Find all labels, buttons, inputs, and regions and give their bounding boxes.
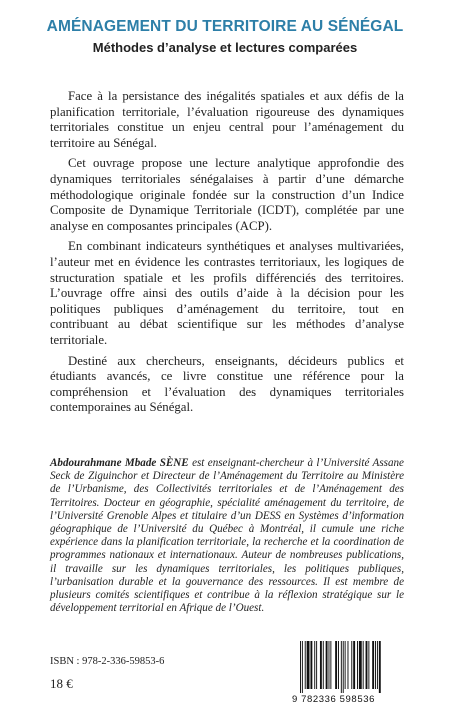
summary-paragraph: Face à la persistance des inégalités spatiales et aux défis de la planification territoriale, l’évaluation rigoureuse des dynamiques territoriales constitue un enjeu central pour l’aménagement du territoire au Sénégal. bbox=[50, 89, 404, 150]
barcode-bar bbox=[379, 641, 381, 693]
barcode-bar bbox=[351, 641, 352, 689]
barcode-bar bbox=[372, 641, 374, 689]
author-bio-text: est enseignant-chercheur à l’Université Assane Seck de Ziguinchor et Directeur de l’Aménagement du Territoire au Ministère de l’Urbanisme, des Collectivités territoriales et de l’Aménagement des Territoires. Docteur en géographie, spécialité aménagement du territoire, de l’Université Grenoble Alpes et titulaire d’un DESS en Systèmes d’information géographique de l’Université du Québec à Montréal, il cumule une riche expérience dans la planification territoriale, la recherche et la coordination de programmes nationaux et internationaux. Auteur de nombreuses publications, il travaille sur les dynamiques territoriales, les politiques publiques, l’urbanisation durable et la gouvernance des ressources. Il est membre de plusieurs comités scientifiques et contribue à la réflexion stratégique sur le développement territorial en Afrique de l’Ouest. bbox=[50, 457, 404, 615]
barcode-image bbox=[298, 641, 410, 693]
barcode-number: 9 782336 598536 bbox=[292, 694, 375, 705]
barcode-bar bbox=[357, 641, 358, 689]
barcode-bar bbox=[338, 641, 339, 689]
barcode-bar bbox=[310, 641, 312, 689]
summary-paragraph: Destiné aux chercheurs, enseignants, décideurs publics et étudiants avancés, ce livre constitue une référence pour la compréhension et l’évaluation des dynamiques territoriales contemporaines au Sénégal. bbox=[50, 353, 404, 415]
barcode-bar bbox=[320, 641, 322, 689]
book-subtitle: Méthodes d’analyse et lectures comparées bbox=[92, 40, 358, 55]
barcode-bar bbox=[335, 641, 337, 689]
barcode-bar bbox=[348, 641, 349, 689]
isbn-label: ISBN : 978-2-336-59853-6 bbox=[50, 656, 165, 667]
barcode-bar bbox=[345, 641, 346, 689]
barcode-bar bbox=[343, 641, 344, 693]
price-label: 18 € bbox=[50, 676, 73, 691]
barcode-bar bbox=[368, 641, 369, 689]
barcode-bar bbox=[305, 641, 306, 689]
barcode-bar bbox=[314, 641, 315, 689]
summary-paragraph: Cet ouvrage propose une lecture analytique approfondie des dynamiques territoriales sénégalaises à partir d’une démarche méthodologique originale fondée sur la construction d’un Indice Composite de Dynamique Territoriale (ICDT), complétée par une analyse en composantes principales (ACP). bbox=[50, 156, 404, 233]
barcode-bar bbox=[302, 641, 303, 693]
barcode-bar bbox=[316, 641, 317, 689]
barcode-bar bbox=[326, 641, 328, 689]
book-title: AMÉNAGEMENT DU TERRITOIRE AU SÉNÉGAL bbox=[46, 18, 404, 35]
barcode-bar bbox=[307, 641, 310, 689]
barcode-bar bbox=[363, 641, 364, 689]
barcode-bar bbox=[323, 641, 324, 689]
barcode-bar bbox=[300, 641, 301, 693]
barcode-bar bbox=[330, 641, 331, 689]
summary-text bbox=[50, 89, 404, 421]
barcode-bar bbox=[359, 641, 362, 689]
barcode-bar bbox=[329, 641, 330, 689]
summary-paragraph: En combinant indicateurs synthétiques et analyses multivariées, l’auteur met en évidence les contrastes territoriaux, les logiques de structuration spatiale et les profils différenciés des territoires. L’ouvrage offre ainsi des outils d’aide à la décision pour les politiques publiques d’aménagement du territoire, tout en contribuant au débat scientifique sur les méthodes d’analyse territoriale. bbox=[50, 239, 404, 347]
barcode-bar bbox=[353, 641, 355, 689]
barcode-bar bbox=[377, 641, 378, 689]
barcode-bar bbox=[366, 641, 368, 689]
author-bio bbox=[50, 457, 404, 615]
barcode-bar bbox=[375, 641, 376, 689]
barcode-bar bbox=[341, 641, 342, 693]
author-name: Abdourahmane Mbade SÈNE bbox=[50, 457, 189, 469]
